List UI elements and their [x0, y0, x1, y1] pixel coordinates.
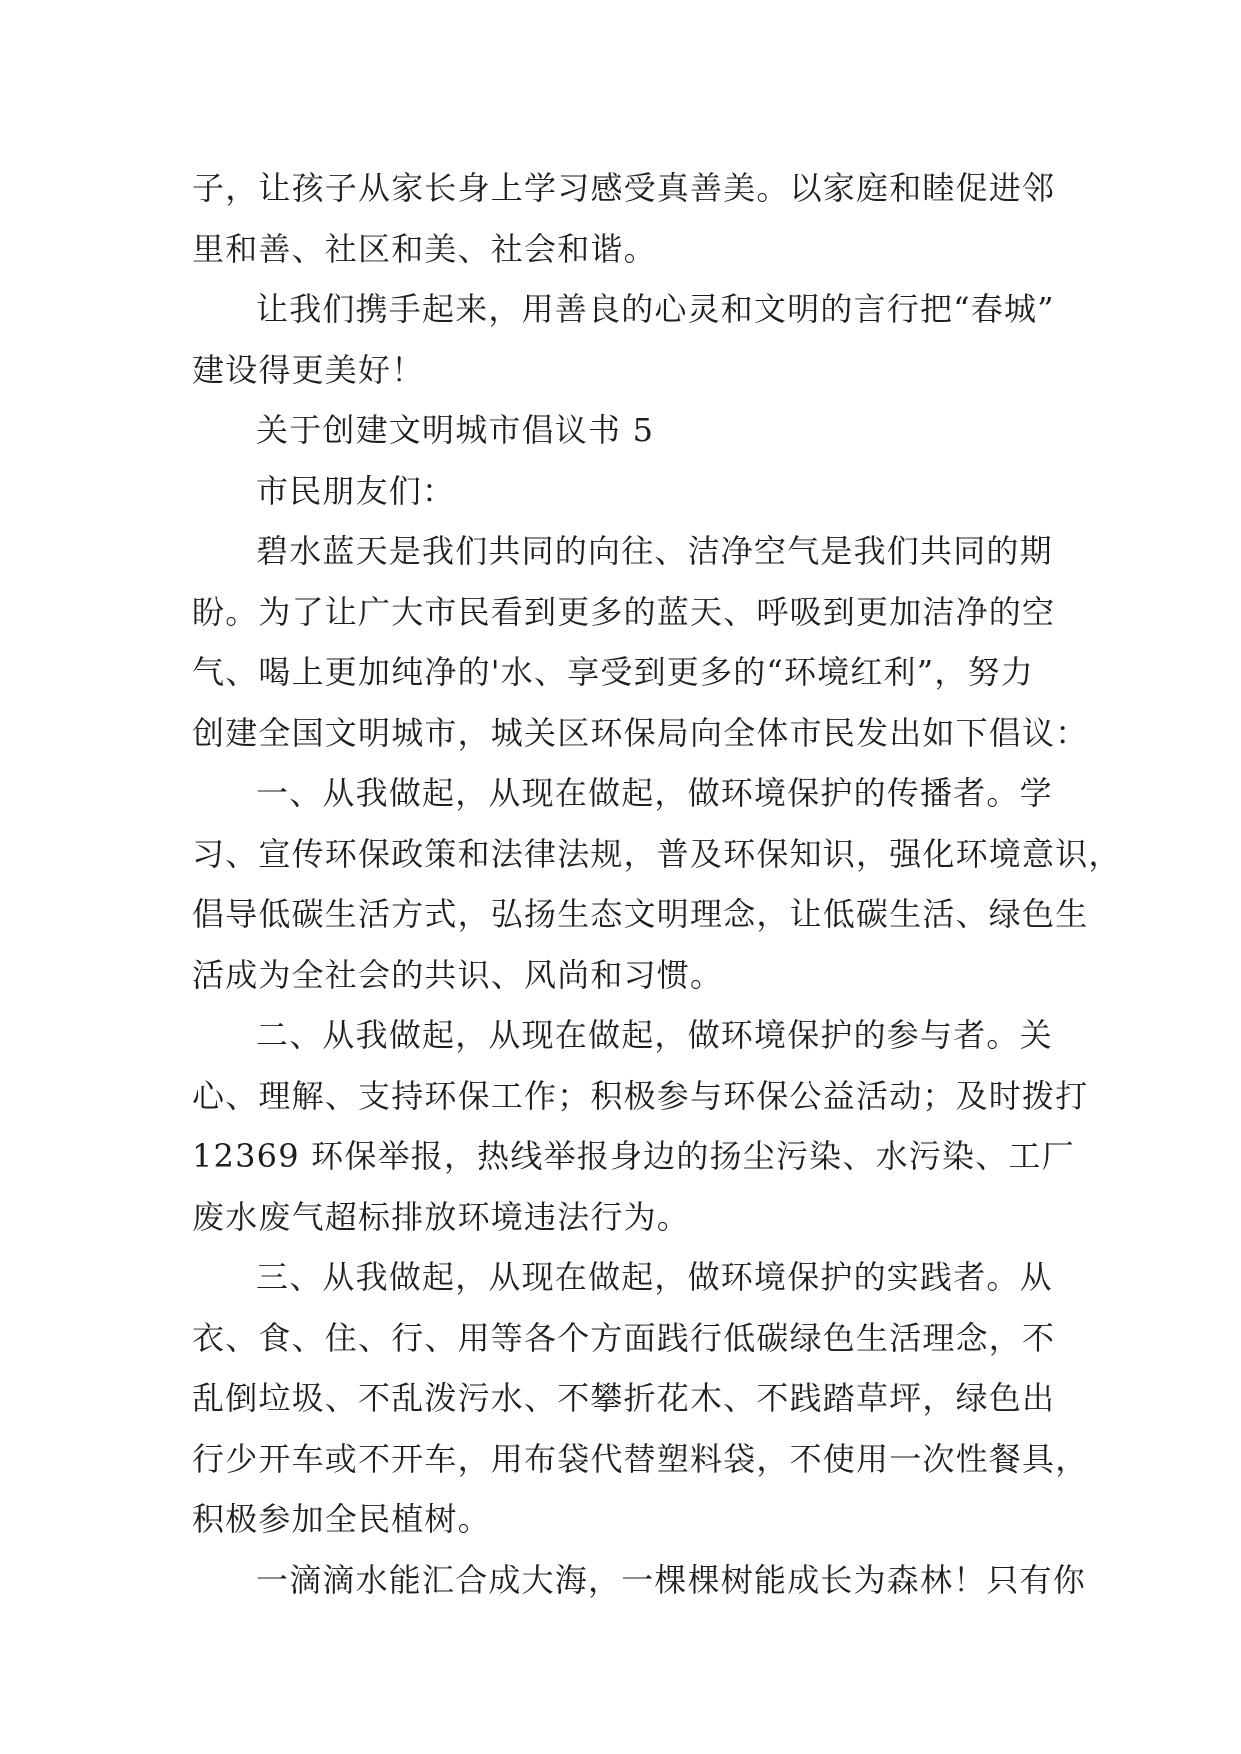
text-line: 12369 环保举报，热线举报身边的扬尘污染、水污染、工厂 — [192, 1137, 1075, 1175]
text-line: 活成为全社会的共识、风尚和习惯。 — [192, 955, 724, 994]
text-line: 一滴滴水能汇合成大海，一棵棵树能成长为森林！只有你 — [256, 1560, 1087, 1599]
text-line: 三、从我做起，从现在做起，做环境保护的实践者。从 — [256, 1258, 1053, 1296]
document-body — [192, 158, 1122, 1610]
text-line: 关于创建文明城市倡议书 5 — [256, 411, 655, 449]
text-line: 让我们携手起来，用善良的心灵和文明的言行把“春城” — [256, 290, 1055, 328]
text-line: 创建全国文明城市，城关区环保局向全体市民发出如下倡议： — [192, 713, 1089, 752]
text-line: 二、从我做起，从现在做起，做环境保护的参与者。关 — [256, 1016, 1053, 1054]
text-line: 乱倒垃圾、不乱泼污水、不攀折花木、不践踏草坪，绿色出 — [192, 1379, 1056, 1417]
text-line: 盼。为了让广大市民看到更多的蓝天、呼吸到更加洁净的空 — [192, 592, 1056, 631]
text-line: 气、喝上更加纯净的'水、享受到更多的“环境红利”，努力 — [192, 653, 1034, 691]
text-line: 市民朋友们： — [256, 471, 456, 510]
text-line: 子，让孩子从家长身上学习感受真善美。以家庭和睦促进邻 — [192, 169, 1056, 207]
text-line: 碧水蓝天是我们共同的向往、洁净空气是我们共同的期 — [256, 532, 1053, 570]
text-line: 一、从我做起，从现在做起，做环境保护的传播者。学 — [256, 774, 1053, 812]
text-line: 建设得更美好！ — [192, 350, 425, 389]
text-line: 心、理解、支持环保工作；积极参与环保公益活动；及时拨打 — [192, 1076, 1089, 1115]
text-line: 习、宣传环保政策和法律法规，普及环保知识，强化环境意识， — [192, 834, 1122, 873]
text-line: 废水废气超标排放环境违法行为。 — [192, 1197, 691, 1236]
text-line: 积极参加全民植树。 — [192, 1500, 491, 1538]
text-line: 衣、食、住、行、用等各个方面践行低碳绿色生活理念，不 — [192, 1318, 1056, 1357]
text-line: 里和善、社区和美、社会和谐。 — [192, 229, 657, 268]
text-line: 行少开车或不开车，用布袋代替塑料袋，不使用一次性餐具， — [192, 1439, 1089, 1478]
text-line: 倡导低碳生活方式，弘扬生态文明理念，让低碳生活、绿色生 — [192, 895, 1089, 933]
